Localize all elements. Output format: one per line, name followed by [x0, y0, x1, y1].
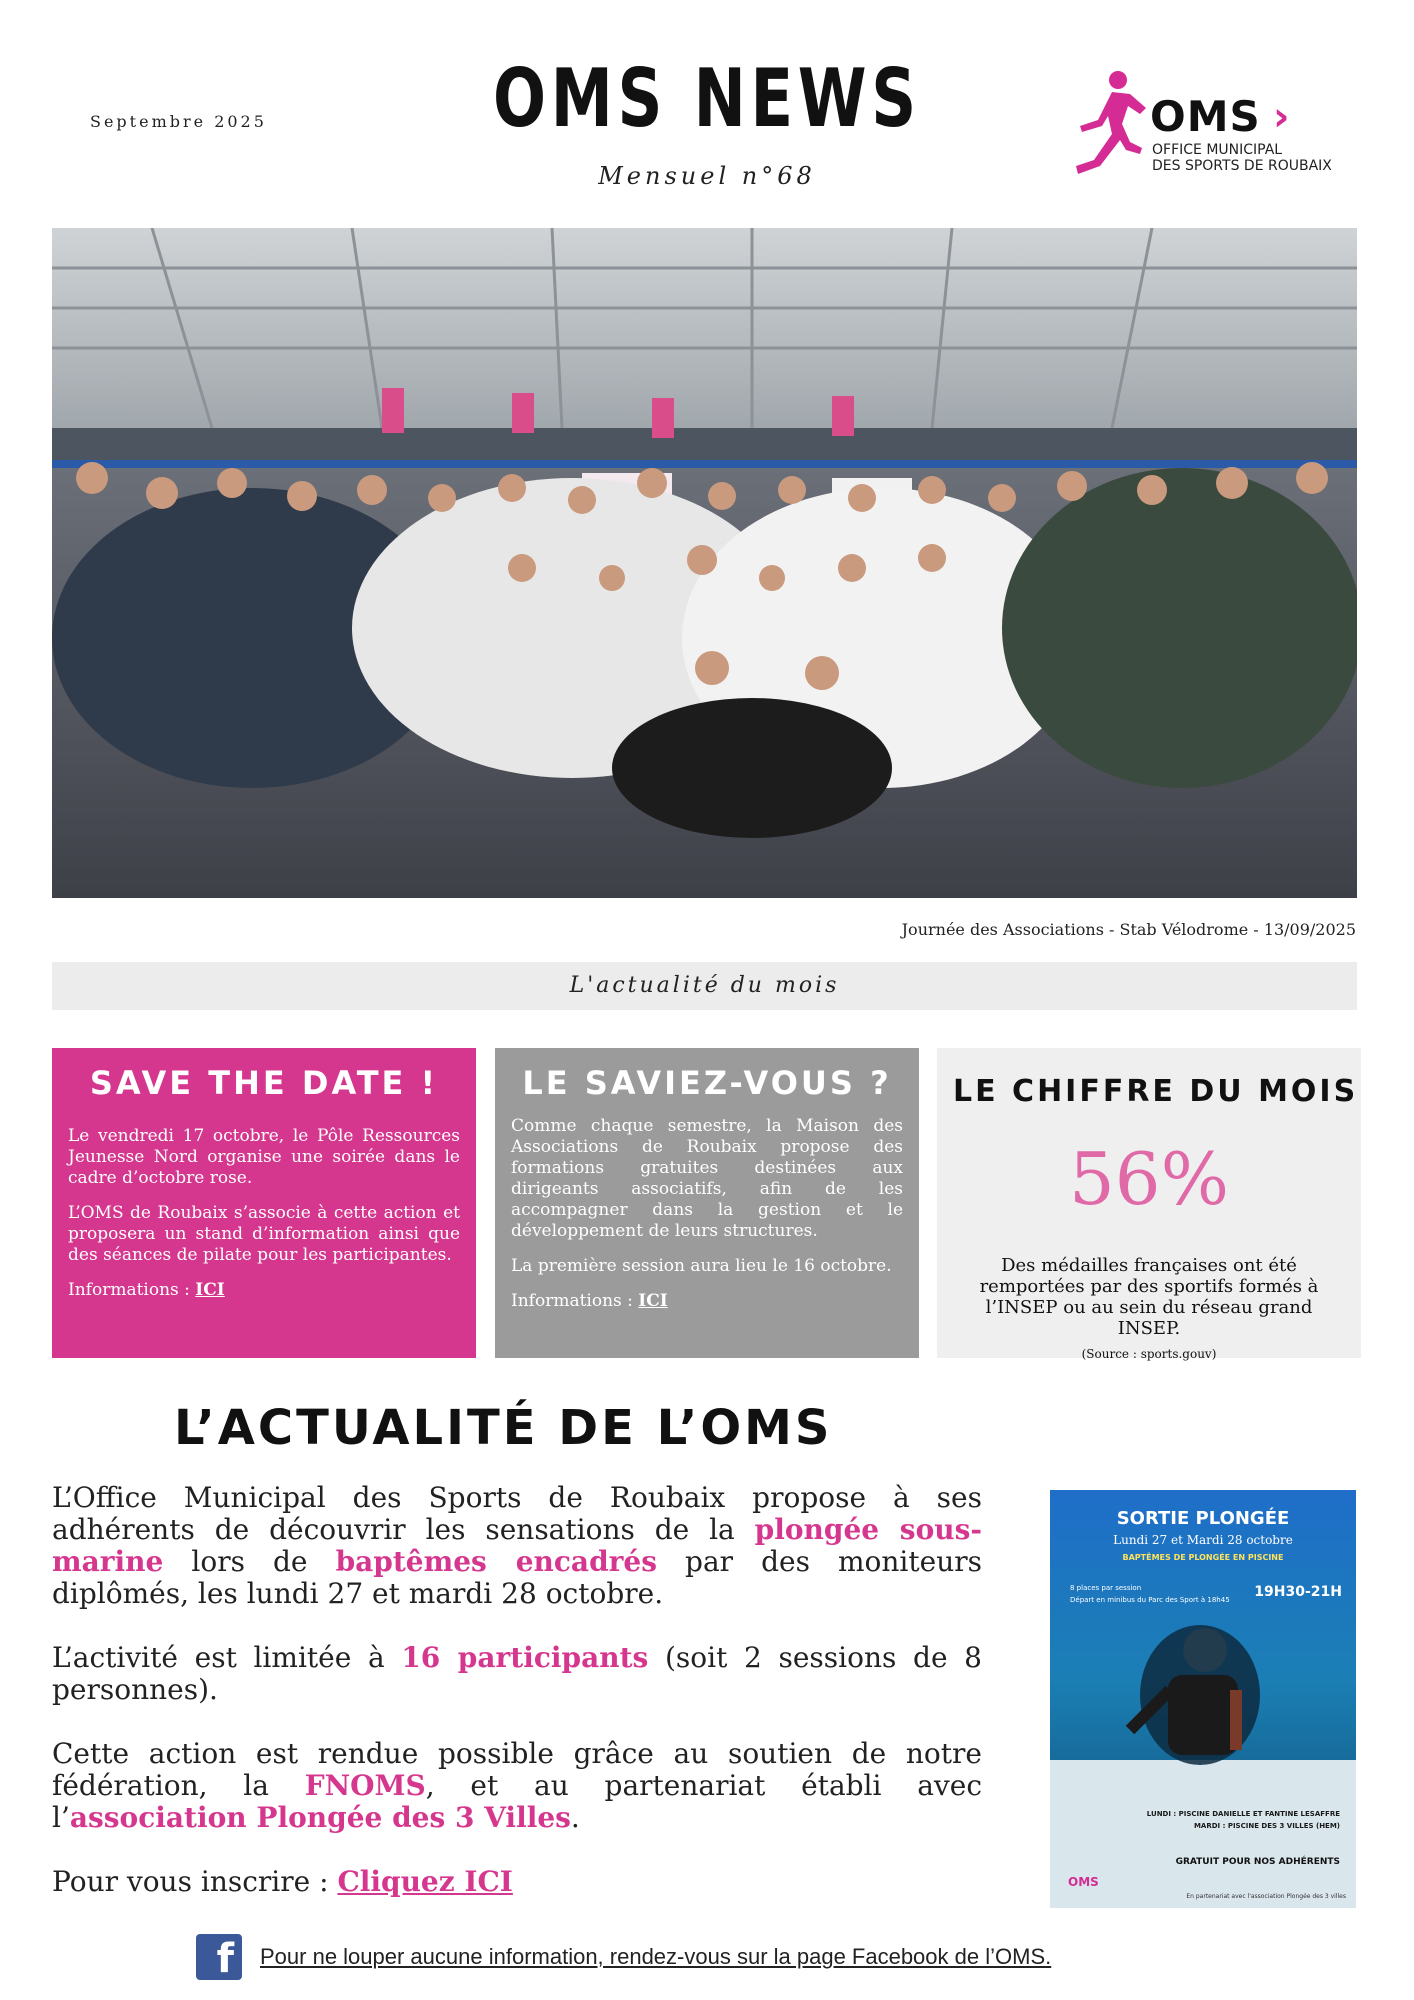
chiffre-value: 56% [1068, 1137, 1230, 1221]
le-saviez-vous-info: Informations : ICI [511, 1291, 668, 1311]
chiffre-source: (Source : sports.gouv) [1081, 1347, 1217, 1361]
poster-title: SORTIE PLONGÉE [1116, 1508, 1290, 1529]
poster-dates: Lundi 27 et Mardi 28 octobre [1113, 1533, 1293, 1547]
save-the-date-text-1: Le vendredi 17 octobre, le Pôle Ressources Jeunesse Nord organise une soirée dans le cadre d’octobre rose. [68, 1126, 460, 1188]
poster-location-2: MARDI : PISCINE DES 3 VILLES (HEM) [1193, 1822, 1340, 1830]
poster-time: 19H30-21H [1254, 1584, 1342, 1600]
facebook-footer[interactable] [196, 1934, 1051, 1980]
diving-poster[interactable] [1050, 1490, 1356, 1908]
poster-subtitle: BAPTÊMES DE PLONGÉE EN PISCINE [1122, 1553, 1284, 1562]
le-saviez-vous-title: LE SAVIEZ-VOUS ? [522, 1064, 892, 1102]
issue-date: Septembre 2025 [90, 112, 267, 131]
article-paragraph-2: L’activité est limitée à 16 participants (soit 2 sessions de 8 personnes). [52, 1641, 982, 1706]
save-the-date-info: Informations : ICI [68, 1280, 225, 1300]
oms-logo[interactable] [1068, 68, 1338, 180]
article-paragraph-4: Pour vous inscrire : Cliquez ICI [52, 1865, 513, 1898]
article-paragraph-3: Cette action est rendue possible grâce au soutien de notre fédération, la FNOMS, et au partenariat établi avec l’association Plongée des 3 Villes. [52, 1737, 982, 1834]
chiffre-du-mois-title: LE CHIFFRE DU MOIS [953, 1074, 1359, 1109]
chiffre-du-mois-box [937, 1048, 1361, 1361]
chiffre-description: Des médailles françaises ont été remportées par des sportifs formés à l’INSEP ou au sein du réseau grand INSEP. [979, 1255, 1319, 1339]
logo-wordmark: OMS [1150, 92, 1261, 141]
section-band: L'actualité du mois [52, 962, 1357, 1010]
poster-free: GRATUIT POUR NOS ADHÉRENTS [1175, 1857, 1340, 1867]
logo-subtitle-1: OFFICE MUNICIPAL [1152, 142, 1283, 158]
poster-logo: OMS [1068, 1875, 1099, 1889]
poster-location-1: LUNDI : PISCINE DANIELLE ET FANTINE LESAFFRE [1146, 1810, 1340, 1818]
le-saviez-vous-text-2: La première session aura lieu le 16 octobre. [511, 1256, 892, 1276]
save-the-date-title: SAVE THE DATE ! [89, 1064, 439, 1102]
runner-icon [1068, 68, 1148, 180]
facebook-icon[interactable]: f [196, 1934, 242, 1980]
photo-caption: Journée des Associations - Stab Vélodrome - 13/09/2025 [901, 920, 1356, 939]
chevron-right-icon: › [1273, 94, 1290, 140]
le-saviez-vous-box [495, 1048, 919, 1358]
save-the-date-box [52, 1048, 476, 1358]
poster-bullet-2: Départ en minibus du Parc des Sport à 18h45 [1070, 1596, 1230, 1604]
logo-subtitle-2: DES SPORTS DE ROUBAIX [1152, 158, 1332, 174]
newsletter-title: OMS NEWS [493, 52, 921, 145]
issue-number: Mensuel n°68 [598, 162, 816, 190]
facebook-link[interactable]: Pour ne louper aucune information, rendez-vous sur la page Facebook de l’OMS. [260, 1944, 1052, 1969]
article-title: L’ACTUALITÉ DE L’OMS [174, 1400, 833, 1456]
group-photo [52, 228, 1357, 898]
poster-bullet-1: 8 places par session [1070, 1584, 1142, 1592]
save-the-date-text-2: L’OMS de Roubaix s’associe à cette action et proposera un stand d’information ainsi que des séances de pilate pour les participantes. [68, 1203, 460, 1265]
article-paragraph-1: L’Office Municipal des Sports de Roubaix propose à ses adhérents de découvrir les sensations de la plongée sous-marine lors de baptêmes encadrés par des moniteurs diplômés, les lundi 27 et mardi 28 octobre. [52, 1481, 982, 1610]
le-saviez-vous-text-1: Comme chaque semestre, la Maison des Associations de Roubaix propose des formations gratuites destinées aux dirigeants associatifs, afin de les accompagner dans la gestion et le développement de leurs structures. [511, 1116, 903, 1241]
save-the-date-link[interactable]: ICI [195, 1280, 225, 1300]
article-body [52, 1482, 982, 1930]
poster-partner: En partenariat avec l'association Plongée des 3 villes [1186, 1893, 1346, 1900]
register-link[interactable]: Cliquez ICI [337, 1865, 513, 1898]
le-saviez-vous-link[interactable]: ICI [638, 1291, 668, 1311]
